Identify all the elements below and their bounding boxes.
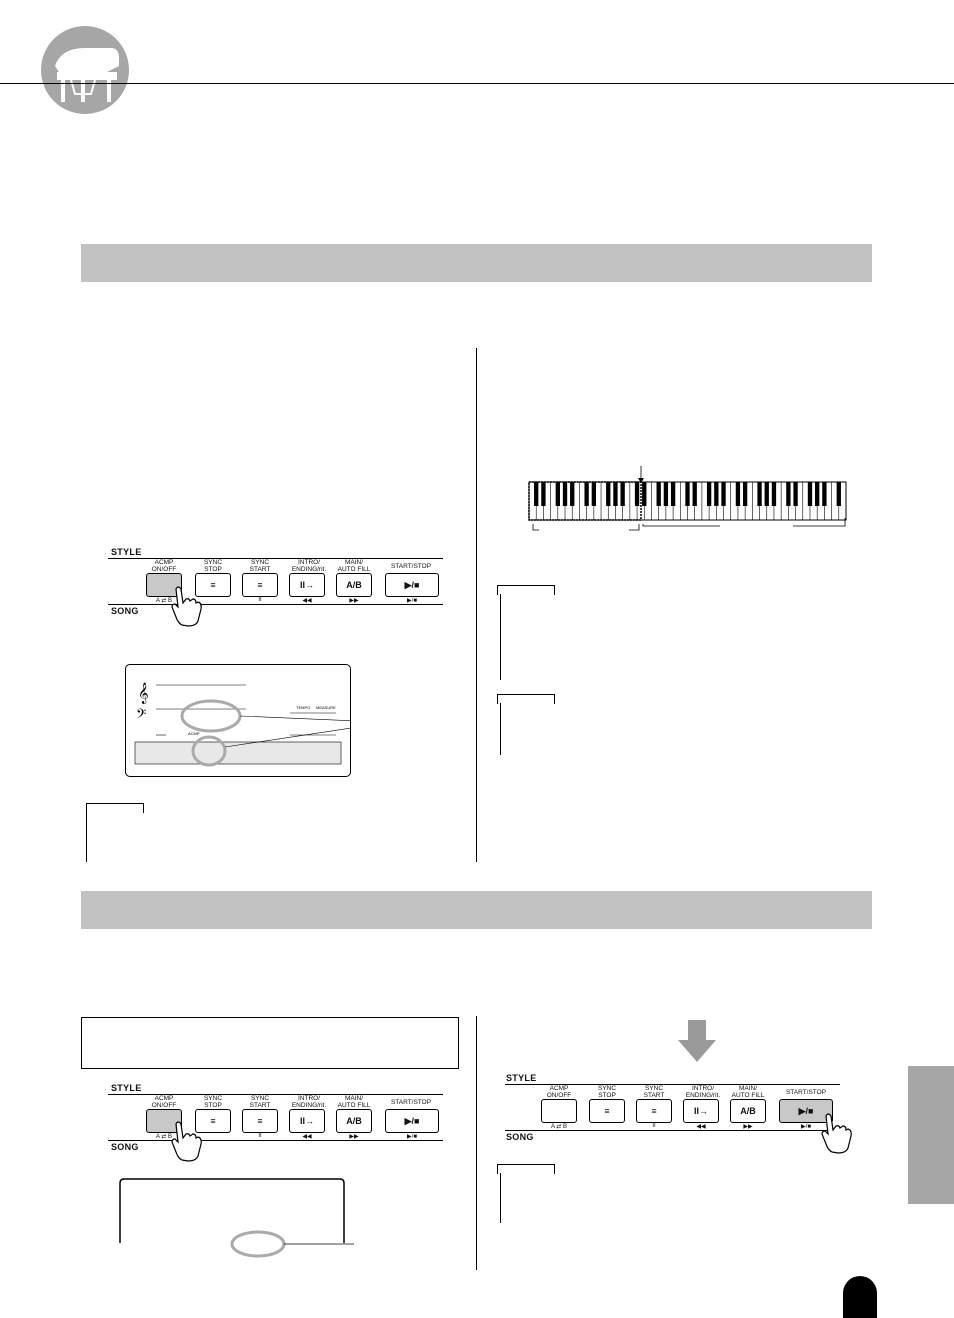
black-key xyxy=(721,482,725,506)
lcd-measure: MEASURE xyxy=(316,705,336,710)
grand-piano-icon xyxy=(41,26,129,114)
acmp-label: ACMP ON/OFF xyxy=(546,1085,572,1099)
black-key xyxy=(556,482,560,506)
pointing-hand-icon xyxy=(818,1112,854,1154)
main-label: MAIN/ AUTO FILL xyxy=(337,559,371,573)
intro-sub: ◀◀ xyxy=(302,598,312,604)
note-tab xyxy=(497,1164,555,1174)
main-sub: ▶▶ xyxy=(349,598,359,604)
sync-stop-button[interactable]: ≡ xyxy=(589,1099,625,1123)
start-stop-label: START/STOP xyxy=(785,1089,827,1096)
lcd-display xyxy=(125,664,351,777)
intro-label: INTRO/ ENDING/rit. xyxy=(685,1085,721,1099)
start-stop-sub: ▶/■ xyxy=(407,598,417,604)
black-key xyxy=(541,482,545,506)
down-arrow-icon xyxy=(678,1020,716,1062)
intro-sub: ◀◀ xyxy=(302,1134,312,1140)
section-header-band xyxy=(81,891,872,929)
note-rule xyxy=(500,703,501,755)
main-auto-fill-button[interactable]: A/B xyxy=(336,573,372,597)
acmp-label: ACMP ON/OFF xyxy=(151,1095,177,1109)
sync-start-label: SYNC START xyxy=(643,1085,665,1099)
sync-start-sub: II xyxy=(652,1123,656,1129)
intro-ending-button[interactable]: II→ xyxy=(289,1109,325,1133)
intro-label: INTRO/ ENDING/rit. xyxy=(291,1095,327,1109)
black-key xyxy=(657,482,661,506)
intro-sub: ◀◀ xyxy=(696,1124,706,1130)
black-key xyxy=(815,482,819,506)
sync-start-button[interactable]: ≡ xyxy=(636,1099,672,1123)
acmp-on-off-button[interactable] xyxy=(541,1099,577,1123)
sync-stop-label: SYNC STOP xyxy=(203,1095,223,1109)
sync-start-label: SYNC START xyxy=(249,1095,271,1109)
style-control-panel xyxy=(505,1071,840,1141)
side-index-tab xyxy=(908,1066,954,1204)
start-stop-label: START/STOP xyxy=(390,1099,432,1106)
lcd-tempo: TEMPO xyxy=(296,705,311,710)
black-key xyxy=(584,482,588,506)
black-key xyxy=(613,482,617,506)
column-divider xyxy=(476,348,477,862)
section-header-band xyxy=(81,244,872,282)
sync-start-sub: II xyxy=(258,1133,262,1139)
start-stop-sub: ▶/■ xyxy=(407,1134,417,1140)
lcd-acmp: ACMP xyxy=(188,731,200,736)
black-key xyxy=(671,482,675,506)
lcd-display-partial xyxy=(118,1177,358,1262)
black-key xyxy=(786,482,790,506)
start-stop-label: START/STOP xyxy=(390,563,432,570)
split-keyboard-diagram xyxy=(525,458,850,540)
column-divider xyxy=(476,1016,477,1270)
svg-text:𝄢: 𝄢 xyxy=(136,706,147,725)
black-key xyxy=(534,482,538,506)
header-rule xyxy=(0,83,954,84)
pointing-hand-icon xyxy=(168,585,204,627)
black-key xyxy=(570,482,574,506)
style-control-panel xyxy=(108,545,443,615)
acmp-sub: A ⇄ B xyxy=(550,1124,568,1130)
intro-ending-button[interactable]: II→ xyxy=(289,573,325,597)
sync-start-button[interactable]: ≡ xyxy=(242,573,278,597)
acmp-sub: A ⇄ B xyxy=(155,1134,173,1140)
main-auto-fill-button[interactable]: A/B xyxy=(336,1109,372,1133)
note-tab xyxy=(86,803,144,813)
black-key xyxy=(592,482,596,506)
sync-start-label: SYNC START xyxy=(249,559,271,573)
black-key xyxy=(743,482,747,506)
note-rule xyxy=(86,812,87,862)
main-sub: ▶▶ xyxy=(743,1124,753,1130)
black-key xyxy=(772,482,776,506)
note-rule xyxy=(500,594,501,680)
main-sub: ▶▶ xyxy=(349,1134,359,1140)
main-label: MAIN/ AUTO FILL xyxy=(731,1085,765,1099)
black-key xyxy=(664,482,668,506)
start-stop-button[interactable]: ▶/■ xyxy=(385,1109,439,1133)
sync-stop-button[interactable]: ≡ xyxy=(195,573,231,597)
sync-start-button[interactable]: ≡ xyxy=(242,1109,278,1133)
step-box xyxy=(81,1017,459,1069)
black-key xyxy=(714,482,718,506)
song-label: SONG xyxy=(111,1142,139,1152)
sync-stop-label: SYNC STOP xyxy=(597,1085,617,1099)
black-key xyxy=(822,482,826,506)
black-key xyxy=(808,482,812,506)
black-key xyxy=(635,482,639,506)
black-key xyxy=(765,482,769,506)
black-key xyxy=(606,482,610,506)
svg-text:𝄞: 𝄞 xyxy=(138,683,149,704)
page-number-marker xyxy=(843,1276,877,1318)
song-label: SONG xyxy=(111,606,139,616)
black-key xyxy=(685,482,689,506)
start-stop-sub: ▶/■ xyxy=(801,1124,811,1130)
black-key xyxy=(620,482,624,506)
style-label: STYLE xyxy=(111,547,142,557)
black-key xyxy=(693,482,697,506)
black-key xyxy=(563,482,567,506)
style-control-panel xyxy=(108,1081,443,1151)
intro-label: INTRO/ ENDING/rit. xyxy=(291,559,327,573)
start-stop-button[interactable]: ▶/■ xyxy=(385,573,439,597)
start-stop-button[interactable]: ▶/■ xyxy=(779,1099,833,1123)
black-key xyxy=(707,482,711,506)
main-label: MAIN/ AUTO FILL xyxy=(337,1095,371,1109)
note-tab xyxy=(497,585,555,595)
black-key xyxy=(793,482,797,506)
style-label: STYLE xyxy=(506,1073,537,1083)
black-key xyxy=(837,482,841,506)
acmp-sub: A ⇄ B xyxy=(155,598,173,604)
note-rule xyxy=(500,1173,501,1223)
pointing-hand-icon xyxy=(168,1120,204,1162)
acmp-label: ACMP ON/OFF xyxy=(151,559,177,573)
main-auto-fill-button[interactable]: A/B xyxy=(730,1099,766,1123)
note-tab xyxy=(497,694,555,704)
black-key xyxy=(736,482,740,506)
sync-stop-button[interactable]: ≡ xyxy=(195,1109,231,1133)
style-label: STYLE xyxy=(111,1083,142,1093)
intro-ending-button[interactable]: II→ xyxy=(683,1099,719,1123)
black-key xyxy=(757,482,761,506)
sync-start-sub: II xyxy=(258,597,262,603)
sync-stop-label: SYNC STOP xyxy=(203,559,223,573)
song-label: SONG xyxy=(506,1132,534,1142)
black-key xyxy=(642,482,646,506)
